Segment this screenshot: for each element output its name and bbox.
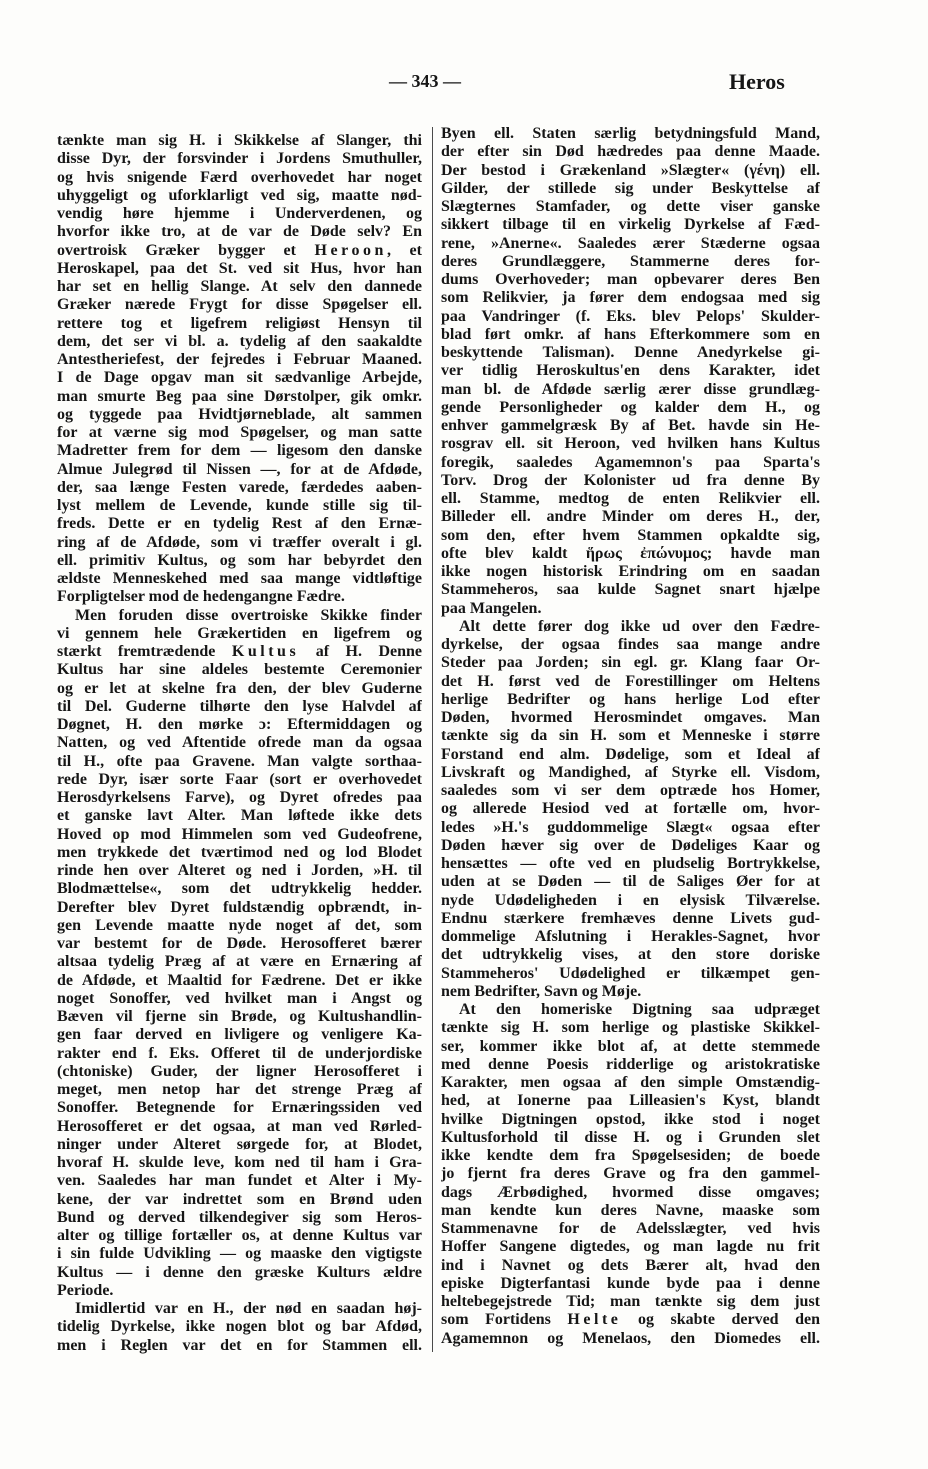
text-line: episke Digterfantasi kunde byde paa i denne — [441, 1274, 820, 1292]
text-line: I de Dage opgav man sit sædvanlige Arbejde, — [57, 369, 422, 387]
text-line: enhver gammelgræsk By af Bet. havde sin He- — [441, 417, 820, 434]
text-line: Hoved op mod Himmelen som ved Gudeofrene, — [57, 825, 422, 843]
text-line: freds. Dette er en tydelig Rest af den Ernæ- — [57, 515, 422, 533]
text-line: Almue Julegrød til Nissen —, for at de Afdøde, — [57, 460, 422, 478]
text-line: Stammeheros, saa kulde Sagnet snart hjælpe — [441, 581, 820, 599]
text-line: rede Dyr, især sorte Faar (sort er overhovedet — [57, 770, 422, 788]
text-line: Bæven vil fjerne sin Brøde, og Kultushandlin- — [57, 1008, 422, 1025]
text-line: Men foruden disse overtroiske Skikke finder — [75, 606, 422, 624]
text-line: ind i Navnet og dets Bærer alt, hvad den — [441, 1256, 820, 1274]
text-line: meget, men netop har det strenge Præg af — [57, 1081, 422, 1098]
text-line: var bestemt for de Døde. Herosofferet bærer — [57, 935, 422, 952]
text-line: disse Dyr, der forsvinder i Jordens Smuthuller, — [57, 150, 422, 168]
text-line: og hvis snigende Færd overhovedet har noget — [57, 168, 422, 186]
text-line: de Afdøde, et Maaltid for Fædrene. Det er ikke — [57, 971, 422, 989]
text-line: med denne Poesis ridderlige og aristokratiske — [441, 1055, 820, 1073]
spaced-emphasis: Helte — [567, 1311, 622, 1329]
text-line: tidelig Dyrkelse, ikke nogen blot og bar Afdød, — [57, 1318, 422, 1336]
page-number: — 343 — — [389, 71, 461, 91]
text-line: Derefter blev Dyret fuldstændig opbrændt, in- — [57, 898, 422, 916]
running-head-title: Heros — [729, 69, 785, 94]
spaced-emphasis: Kultus — [231, 643, 300, 660]
text-line: dums Overhoveder; man opbevarer deres Ben — [441, 271, 820, 288]
text-line: dyrkelse, der ogsaa findes saa mange andre — [441, 636, 820, 653]
text-line: heltebegejstrede Tid; man tænkte sig dem just — [441, 1293, 820, 1310]
text-line: Billeder ell. andre Minder om deres H., der, — [441, 508, 820, 526]
text-line: hed, at Ionerne paa Lilleasien's Kyst, blandt — [441, 1092, 820, 1110]
text-line: der, saa længe Festen varede, færdedes aaben- — [57, 478, 422, 496]
text-line: nyde Udødeligheden i en elysisk Tilværelse. — [441, 891, 820, 909]
text-line: vendig høre hjemme i Underverdenen, og — [57, 205, 422, 222]
text-line: Imidlertid var en H., der nød en saadan høj- — [75, 1300, 422, 1317]
line-segment: af H. Denne — [299, 643, 422, 660]
text-line: man kendte kun deres Navne, maaske som — [441, 1201, 820, 1219]
text-line: Hoffer Sangene digtedes, og man lagde nu frit — [441, 1238, 820, 1256]
paragraph — [441, 1001, 820, 1348]
line-segment: stærkt fremtrædende — [57, 643, 232, 660]
text-line: Alt dette fører dog ikke ud over den Fædre- — [459, 617, 820, 635]
text-line: Forpligtelser mod de hedengangne Fædre. — [57, 588, 345, 606]
paragraph — [57, 607, 422, 1301]
text-line: ver tidlig Heroskultus'en dens Karakter, idet — [441, 362, 820, 380]
text-line: Madretter frem for dem — ligesom den danske — [57, 442, 422, 460]
text-line: Døden, hvormed Herosmindet omgaves. Man — [441, 709, 820, 726]
right-column — [441, 125, 820, 1348]
text-line: Antestheriefest, der fejredes i Februar Maaned. — [57, 351, 422, 368]
text-line: Græker nærede Frygt for disse Spøgelser ell. — [57, 296, 422, 314]
text-line: ikke kendte dem fra Spøgelsesiden; de boede — [441, 1147, 820, 1164]
text-line: nem Bedrifter, Savn og Møje. — [441, 982, 642, 1000]
text-line: Der bestod i Grækenland »Slægter« (γένη) ell. — [441, 161, 820, 179]
text-line: rosgrav ell. sit Heroon, ved hvilken hans Kultus — [441, 435, 820, 453]
text-line: det udtrykkelig vises, at den store doriske — [441, 946, 820, 964]
text-line: ofte blev kaldt ἥρως ἐπώνυμος; havde man — [441, 544, 820, 562]
text-line: Livskraft og Mandighed, af Styrke ell. Visdom, — [441, 763, 820, 781]
text-line: i sin fulde Udvikling — og maaske den vigtigste — [57, 1245, 422, 1263]
text-line: og er let at skelne fra den, der blev Guderne — [57, 679, 422, 697]
paragraph — [441, 125, 820, 618]
text-line: Sonoffer. Betegnende for Ernæringssiden ved — [57, 1099, 422, 1117]
text-line: rene, »Anerne«. Saaledes ærer Stæderne ogsaa — [441, 234, 820, 252]
text-line: rinde hen over Alteret og ned i Jorden, »H. til — [57, 862, 422, 879]
text-line: paa Mangelen. — [441, 599, 542, 617]
running-header — [0, 0, 928, 110]
text-line: et ganske lavt Alter. Man løftede ikke dets — [57, 807, 422, 825]
text-line: og tyggede paa Hvidtjørneblade, alt sammen — [57, 405, 422, 423]
text-line: som den, efter hvem Stammen opkaldte sig, — [441, 526, 820, 544]
text-line: foregik, saaledes Agamemnon's paa Sparta's — [441, 453, 820, 471]
text-line: tænkte man sig H. i Skikkelse af Slanger, thi — [57, 132, 422, 149]
text-line: Torv. Drog der Kolonister ud fra denne By — [441, 471, 820, 489]
left-column — [57, 132, 422, 1355]
text-line: hvilke Digtningen opstod, ikke stod i noget — [441, 1110, 820, 1128]
text-line — [441, 1311, 820, 1329]
text-line: beskyttende Talisman). Denne Anedyrkelse gi- — [441, 344, 820, 361]
text-line: uden at se Døden — til de Saliges Øer for at — [441, 873, 820, 891]
text-line: ninger under Alteret sørgede for, at Blodet, — [57, 1135, 422, 1153]
text-line: ser, kommer ikke blot af, at dette stemmede — [441, 1037, 820, 1055]
text-line: Stammeheros' Udødelighed er tilkæmpet gen- — [441, 964, 820, 982]
text-line: man smurte Beg paa sine Dørstolper, gik omkr. — [57, 387, 422, 405]
line-segment: og skabte derved den — [621, 1311, 820, 1329]
text-line: ell. primitiv Kultus, og som har bebyrdet den — [57, 551, 422, 569]
text-line: dommelige Afslutning i Herakles-Sagnet, hvor — [441, 928, 820, 945]
text-line: Døden hæver sig over de Dødeliges Kaar og — [441, 836, 820, 854]
text-line: Periode. — [57, 1281, 114, 1299]
text-line: gen Levende maatte nyde noget af det, som — [57, 916, 422, 934]
text-line: Døgnet, H. den mørke ɔ: Eftermiddagen og — [57, 716, 422, 733]
text-line: alter og tillige fortæller os, at denne Kultus var — [57, 1227, 422, 1244]
text-line: tænkte sig da sin H. som et Menneske i større — [441, 727, 820, 745]
text-line: ældste Menneskehed med saa mange vidtløftige — [57, 570, 422, 587]
text-line: ledes »H.'s guddommelige Slægt« ogsaa efter — [441, 818, 820, 836]
text-line: dem, det ser vi bl. a. tydelig af den saakaldte — [57, 332, 422, 350]
text-line: man bl. de Afdøde særlig ærer disse grundlæg- — [441, 380, 820, 398]
text-line: hensættes — ofte ved en pludselig Bortrykkelse, — [441, 855, 820, 872]
text-line: som Relikvier, ja fører dem endogsaa med sig — [441, 289, 820, 307]
text-line: noget Sonoffer, ved hvilket man i Angst og — [57, 989, 422, 1007]
text-line: Gilder, der stillede sig under Beskyttelse af — [441, 179, 820, 197]
text-line: der efter sin Død hædredes paa denne Maade. — [441, 143, 820, 161]
text-line: for at værne sig mod Spøgelser, og man satte — [57, 424, 422, 441]
text-line: dags Ærbødighed, hvormed disse omgaves; — [441, 1183, 820, 1201]
text-line: det H. først ved de Forestillinger om Heltens — [441, 672, 820, 690]
text-line: hvorfor ikke tro, at de var de Døde selv? En — [57, 223, 422, 241]
text-line: blad ført omkr. af hans Efterkommere som en — [441, 325, 820, 343]
text-line: Endnu stærkere fremhæves denne Livets gud- — [441, 909, 820, 927]
text-line: Kultus — i denne den græske Kulturs ældre — [57, 1263, 422, 1281]
text-line: Kultusforhold til disse H. og i Grunden slet — [441, 1128, 820, 1146]
text-line: og allerede Hesiod ved at fortælle om, hvor- — [441, 800, 820, 818]
text-line — [57, 643, 422, 661]
text-line: herlige Bedrifter og hans herlige Lod efter — [441, 690, 820, 708]
paragraph — [57, 132, 422, 607]
line-segment: , et — [386, 241, 422, 259]
spaced-emphasis: Heroon — [314, 241, 387, 259]
text-line: paa Vandringer (f. Eks. blev Pelops' Skulder- — [441, 307, 820, 325]
text-line: jo fjernt fra deres Grave og fra den gammel- — [441, 1165, 820, 1183]
text-line: rakter end f. Eks. Offeret til de underjordiske — [57, 1044, 422, 1062]
text-line: altsaa tydelig Præg af at være en Ernæring af — [57, 953, 422, 971]
text-line: vi gennem hele Grækertiden en ligefrem og — [57, 624, 422, 642]
text-line: til Del. Guderne tilhørte den lyse Halvdel af — [57, 697, 422, 715]
text-line: hvoraf H. skulde leve, kom ned til ham i Gra- — [57, 1154, 422, 1171]
text-line: deres Grundlæggere, Stammerne deres for- — [441, 252, 820, 270]
text-line: gende Personligheder og kalder dem H., og — [441, 398, 820, 416]
text-line: ell. Stamme, medtog de enten Relikvier ell. — [441, 490, 820, 507]
text-line: Bund og derved tilkendegiver sig som Heros- — [57, 1208, 422, 1226]
text-line: Agamemnon og Menelaos, den Diomedes ell. — [441, 1329, 820, 1347]
text-line: At den homeriske Digtning saa udpræget — [459, 1001, 820, 1018]
text-line: Slægternes Stamfader, og dette viser ganske — [441, 198, 820, 215]
text-line: men trykkede det tværtimod ned og lod Blodet — [57, 843, 422, 861]
text-line: lyst mellem de Levende, kunde stille sig til- — [57, 497, 422, 514]
line-segment: overtroisk Græker bygger et — [57, 241, 315, 259]
text-line: Natten, og ved Aftentide ofrede man da ogsaa — [57, 734, 422, 752]
text-line: Herosofferet er det ogsaa, at man ved Rørled- — [57, 1117, 422, 1135]
column-divider — [432, 127, 433, 1352]
text-line: Forstand end alm. Dødelige, som et Ideal af — [441, 745, 820, 763]
text-line — [57, 242, 422, 260]
text-line: Stammenavne for de Adelsslægter, ved hvis — [441, 1220, 820, 1237]
text-line: Kultus har sine aldeles bestemte Ceremonier — [57, 661, 422, 679]
text-line: tænkte sig H. som herlige og plastiske Skikkel- — [441, 1019, 820, 1037]
text-line: Heroskapel, paa det St. ved sit Hus, hvor han — [57, 259, 422, 277]
text-line: sikkert tilbage til en virkelig Dyrkelse af Fæd- — [441, 216, 820, 234]
paragraph — [57, 1300, 422, 1355]
text-line: har set en hellig Slange. At selv den dannede — [57, 278, 422, 295]
text-line: (chtoniske) Guder, der ligner Herosofferet i — [57, 1062, 422, 1080]
text-line: til H., ofte paa Gravene. Man valgte sorthaa- — [57, 752, 422, 770]
line-segment: som Fortidens — [441, 1311, 568, 1329]
text-line: ring af de Afdøde, som vi træffer overalt i gl. — [57, 533, 422, 551]
text-line: ven. Saaledes har man fundet et Alter i My- — [57, 1172, 422, 1190]
text-line: Blodmættelse«, som det udtrykkelig hedder. — [57, 880, 422, 898]
paragraph — [441, 618, 820, 1001]
text-line: Herosdyrkelsens Farve), og Dyret ofredes paa — [57, 789, 422, 806]
text-line: Byen ell. Staten særlig betydningsfuld Mand, — [441, 125, 820, 142]
text-line: gen faar derved en livligere og venligere Ka- — [57, 1026, 422, 1044]
text-line: men i Reglen var det en for Stammen ell. — [57, 1336, 422, 1354]
text-line: saaledes som vi ser dem optræde hos Homer, — [441, 782, 820, 799]
text-line: Steder paa Jorden; sin egl. gr. Klang faar Or- — [441, 654, 820, 672]
text-line: Karakter, men ogsaa af den simple Omstændig- — [441, 1074, 820, 1091]
text-line: ikke nogen historisk Erindring om en saadan — [441, 563, 820, 580]
text-line: uhyggeligt og uforklarligt ved sig, maatte nød- — [57, 186, 422, 204]
text-line: kene, der var indrettet som en Brønd uden — [57, 1190, 422, 1208]
text-line: rettere tog et ligefrem religiøst Hensyn til — [57, 314, 422, 332]
